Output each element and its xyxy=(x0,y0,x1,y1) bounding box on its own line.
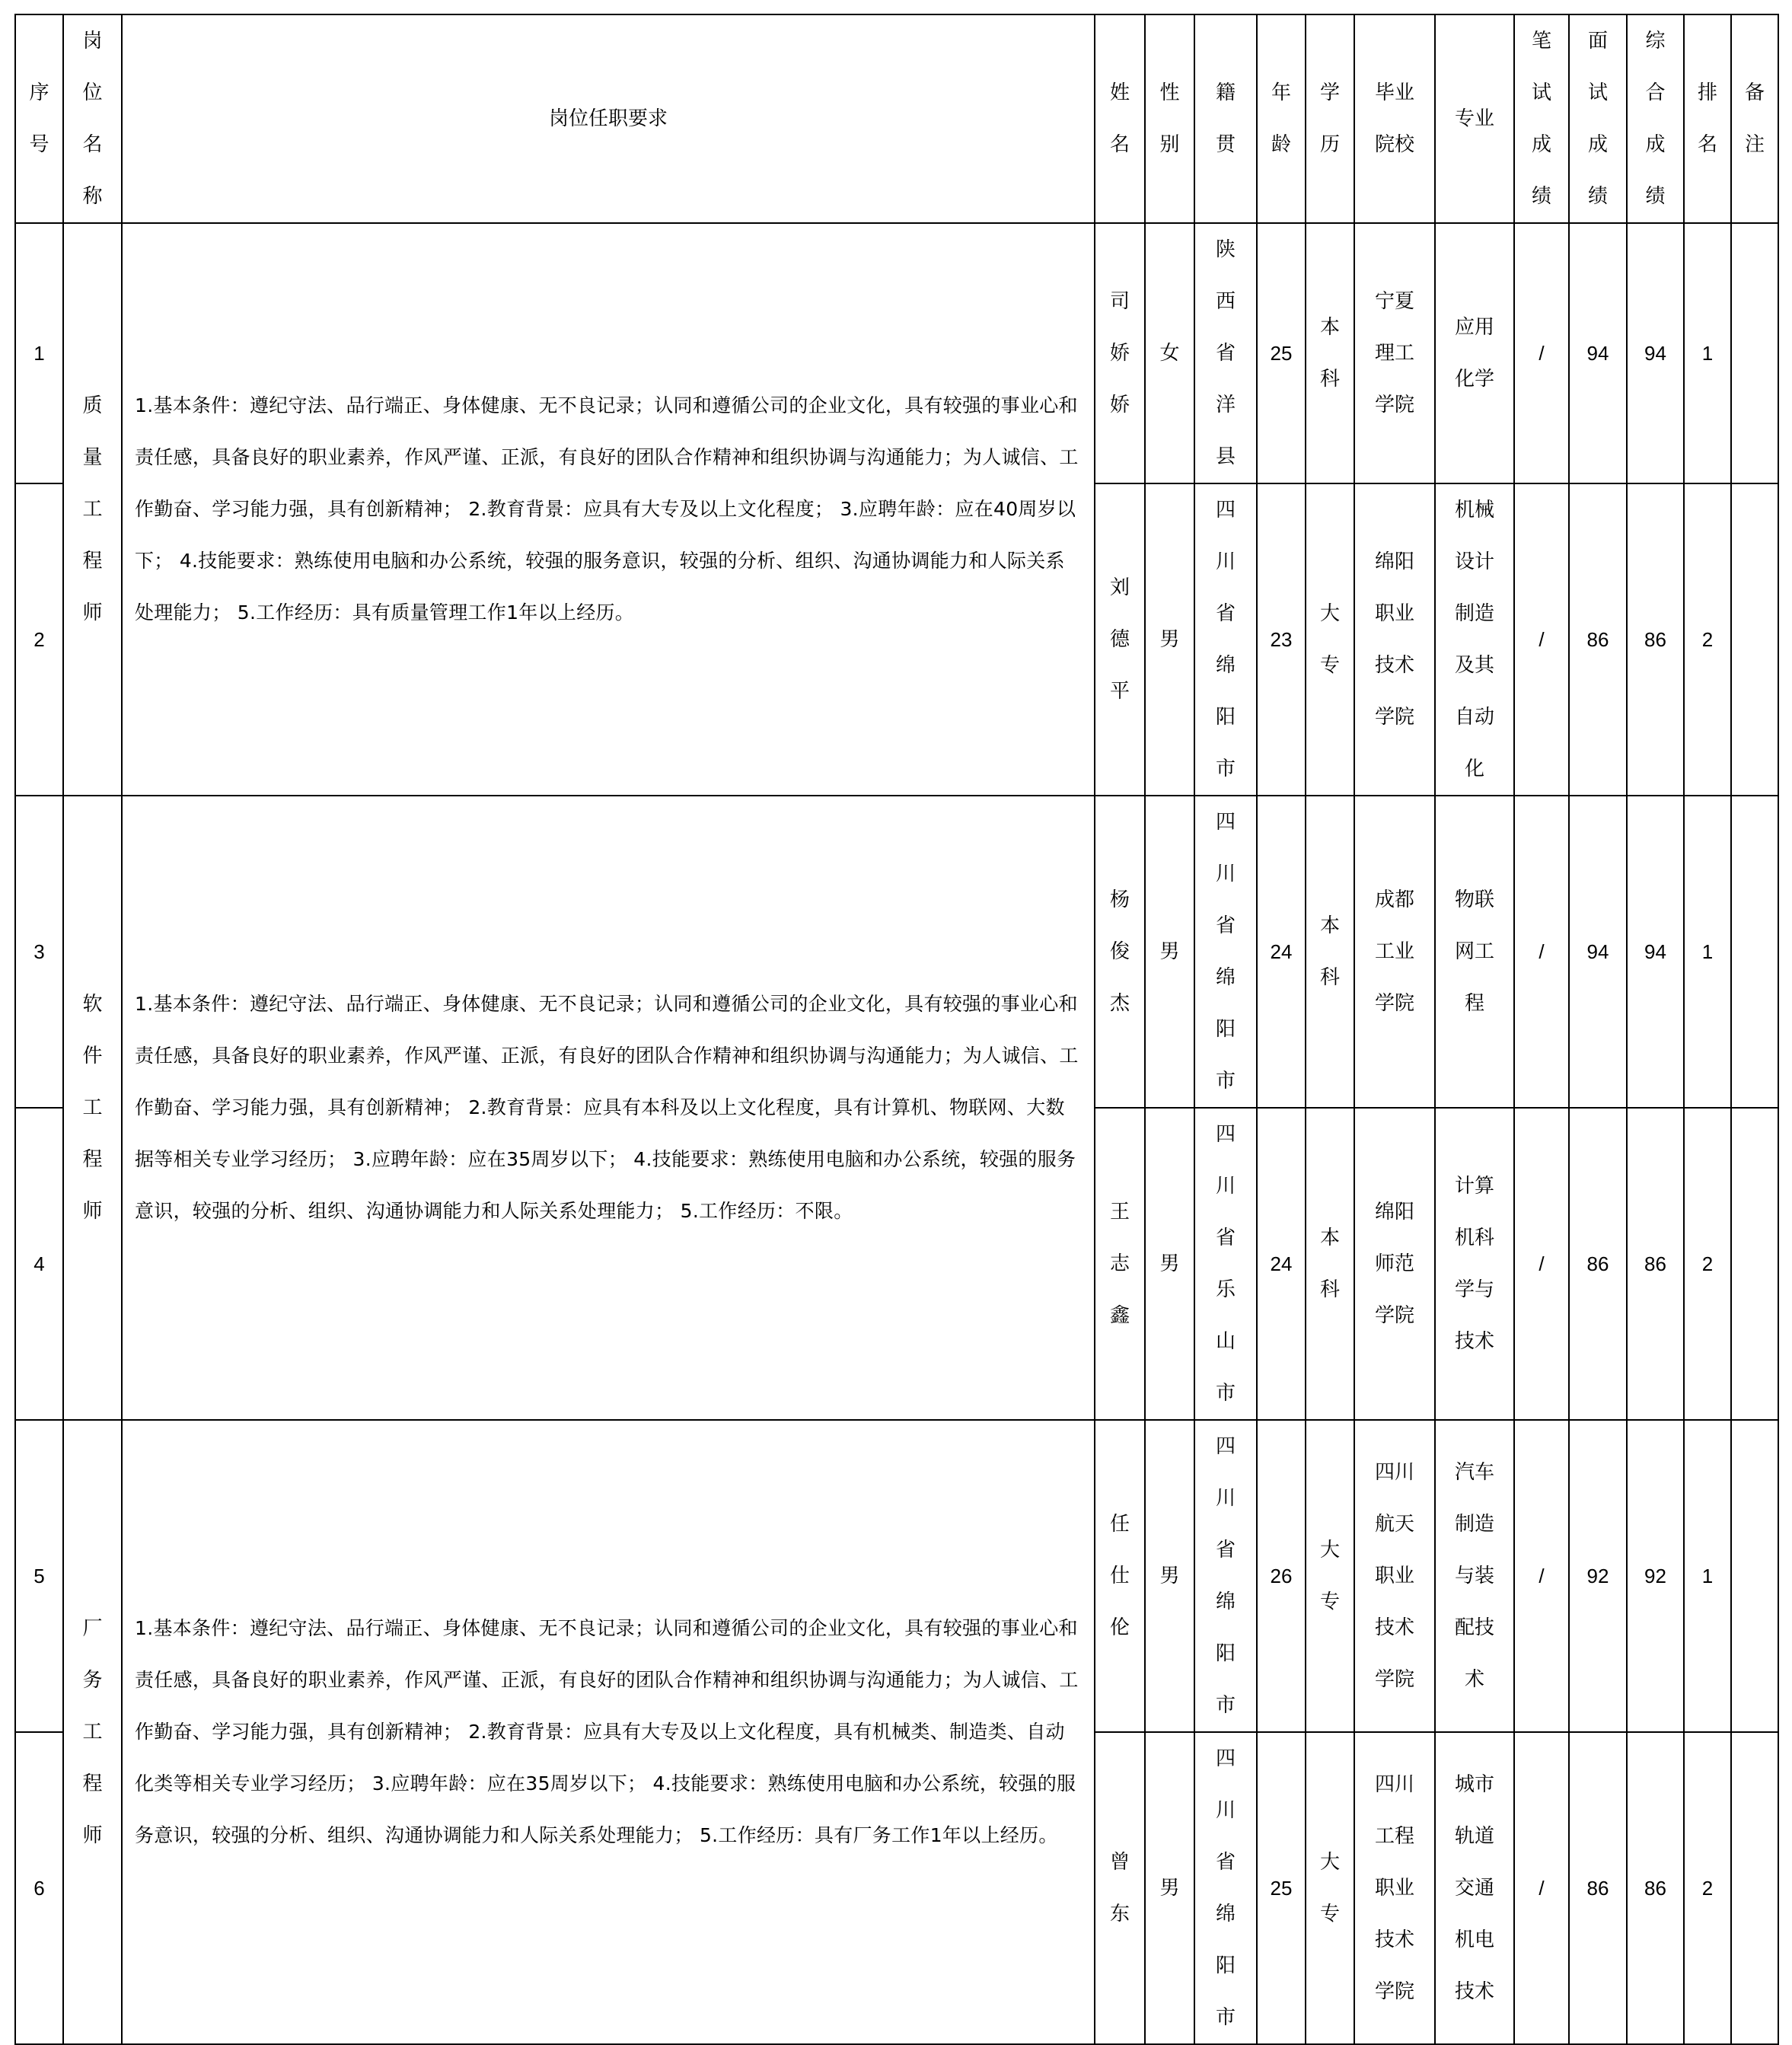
origin-cell: 陕 西 省 洋 县 xyxy=(1194,223,1257,483)
education-cell: 本 科 xyxy=(1306,223,1354,483)
header-requirements: 岗位任职要求 xyxy=(122,14,1095,223)
seq-cell: 1 xyxy=(15,223,63,483)
table-row xyxy=(15,796,1778,1108)
written-score-cell: / xyxy=(1514,1420,1569,1732)
name-cell: 刘 德 平 xyxy=(1095,483,1145,796)
gender-cell: 女 xyxy=(1145,223,1194,483)
name-cell: 任 仕 伦 xyxy=(1095,1420,1145,1732)
rank-cell: 2 xyxy=(1684,1108,1731,1420)
interview-score-cell: 86 xyxy=(1569,1108,1627,1420)
table-row xyxy=(15,1420,1778,1732)
header-rank: 排 名 xyxy=(1684,14,1731,223)
school-cell: 宁夏 理工 学院 xyxy=(1354,223,1435,483)
age-cell: 24 xyxy=(1257,1108,1306,1420)
header-post: 岗 位 名 称 xyxy=(63,14,122,223)
seq-cell: 6 xyxy=(15,1732,63,2044)
remark-cell xyxy=(1731,1732,1778,2044)
origin-cell: 四 川 省 绵 阳 市 xyxy=(1194,796,1257,1108)
name-cell: 杨 俊 杰 xyxy=(1095,796,1145,1108)
major-cell: 汽车 制造 与装 配技 术 xyxy=(1435,1420,1514,1732)
post-title-cell: 软 件 工 程 师 xyxy=(63,796,122,1420)
total-score-cell: 92 xyxy=(1627,1420,1684,1732)
header-interview: 面 试 成 绩 xyxy=(1569,14,1627,223)
school-cell: 四川 航天 职业 技术 学院 xyxy=(1354,1420,1435,1732)
gender-cell: 男 xyxy=(1145,483,1194,796)
remark-cell xyxy=(1731,223,1778,483)
requirements-cell: 1.基本条件：遵纪守法、品行端正、身体健康、无不良记录；认同和遵循公司的企业文化，具有较强的事业心和责任感，具备良好的职业素养，作风严谨、正派，有良好的团队合作精神和组织协调与沟通能力；为人诚信、工作勤奋、学习能力强，具有创新精神； 2.教育背景：应具有大专及以上文化程度； 3.应聘年龄：应在40周岁以下； 4.技能要求：熟练使用电脑和办公系统，较强的服务意识，较强的分析、组织、沟通协调能力和人际关系处理能力； 5.工作经历：具有质量管理工作1年以上经历。 xyxy=(122,223,1095,796)
remark-cell xyxy=(1731,1420,1778,1732)
interview-score-cell: 94 xyxy=(1569,796,1627,1108)
origin-cell: 四 川 省 绵 阳 市 xyxy=(1194,1732,1257,2044)
total-score-cell: 94 xyxy=(1627,796,1684,1108)
table-row xyxy=(15,223,1778,483)
header-major: 专业 xyxy=(1435,14,1514,223)
origin-cell: 四 川 省 绵 阳 市 xyxy=(1194,483,1257,796)
interview-score-cell: 86 xyxy=(1569,483,1627,796)
requirements-cell: 1.基本条件：遵纪守法、品行端正、身体健康、无不良记录；认同和遵循公司的企业文化，具有较强的事业心和责任感，具备良好的职业素养，作风严谨、正派，有良好的团队合作精神和组织协调与沟通能力；为人诚信、工作勤奋、学习能力强，具有创新精神； 2.教育背景：应具有本科及以上文化程度，具有计算机、物联网、大数据等相关专业学习经历； 3.应聘年龄：应在35周岁以下； 4.技能要求：熟练使用电脑和办公系统，较强的服务意识，较强的分析、组织、沟通协调能力和人际关系处理能力； 5.工作经历：不限。 xyxy=(122,796,1095,1420)
header-total: 综 合 成 绩 xyxy=(1627,14,1684,223)
written-score-cell: / xyxy=(1514,1108,1569,1420)
school-cell: 成都 工业 学院 xyxy=(1354,796,1435,1108)
written-score-cell: / xyxy=(1514,223,1569,483)
total-score-cell: 94 xyxy=(1627,223,1684,483)
rank-cell: 2 xyxy=(1684,483,1731,796)
education-cell: 大 专 xyxy=(1306,1732,1354,2044)
written-score-cell: / xyxy=(1514,1732,1569,2044)
origin-cell: 四 川 省 绵 阳 市 xyxy=(1194,1420,1257,1732)
header-education: 学 历 xyxy=(1306,14,1354,223)
header-seq: 序 号 xyxy=(15,14,63,223)
remark-cell xyxy=(1731,1108,1778,1420)
age-cell: 25 xyxy=(1257,1732,1306,2044)
seq-cell: 2 xyxy=(15,483,63,796)
education-cell: 大 专 xyxy=(1306,1420,1354,1732)
rank-cell: 2 xyxy=(1684,1732,1731,2044)
education-cell: 本 科 xyxy=(1306,1108,1354,1420)
education-cell: 大 专 xyxy=(1306,483,1354,796)
gender-cell: 男 xyxy=(1145,1732,1194,2044)
total-score-cell: 86 xyxy=(1627,1732,1684,2044)
major-cell: 计算 机科 学与 技术 xyxy=(1435,1108,1514,1420)
seq-cell: 3 xyxy=(15,796,63,1108)
age-cell: 25 xyxy=(1257,223,1306,483)
school-cell: 绵阳 师范 学院 xyxy=(1354,1108,1435,1420)
total-score-cell: 86 xyxy=(1627,1108,1684,1420)
header-remark: 备 注 xyxy=(1731,14,1778,223)
interview-score-cell: 92 xyxy=(1569,1420,1627,1732)
age-cell: 23 xyxy=(1257,483,1306,796)
education-cell: 本 科 xyxy=(1306,796,1354,1108)
header-name: 姓 名 xyxy=(1095,14,1145,223)
header-school: 毕业 院校 xyxy=(1354,14,1435,223)
rank-cell: 1 xyxy=(1684,223,1731,483)
gender-cell: 男 xyxy=(1145,1108,1194,1420)
remark-cell xyxy=(1731,796,1778,1108)
results-table xyxy=(14,14,1779,2045)
post-title-cell: 质 量 工 程 师 xyxy=(63,223,122,796)
requirements-cell: 1.基本条件：遵纪守法、品行端正、身体健康、无不良记录；认同和遵循公司的企业文化，具有较强的事业心和责任感，具备良好的职业素养，作风严谨、正派，有良好的团队合作精神和组织协调与沟通能力；为人诚信、工作勤奋、学习能力强，具有创新精神； 2.教育背景：应具有大专及以上文化程度，具有机械类、制造类、自动化类等相关专业学习经历； 3.应聘年龄：应在35周岁以下； 4.技能要求：熟练使用电脑和办公系统，较强的服务意识，较强的分析、组织、沟通协调能力和人际关系处理能力； 5.工作经历：具有厂务工作1年以上经历。 xyxy=(122,1420,1095,2044)
interview-score-cell: 94 xyxy=(1569,223,1627,483)
interview-score-cell: 86 xyxy=(1569,1732,1627,2044)
age-cell: 26 xyxy=(1257,1420,1306,1732)
school-cell: 绵阳 职业 技术 学院 xyxy=(1354,483,1435,796)
name-cell: 王 志 鑫 xyxy=(1095,1108,1145,1420)
gender-cell: 男 xyxy=(1145,1420,1194,1732)
total-score-cell: 86 xyxy=(1627,483,1684,796)
header-age: 年 龄 xyxy=(1257,14,1306,223)
age-cell: 24 xyxy=(1257,796,1306,1108)
header-origin: 籍 贯 xyxy=(1194,14,1257,223)
name-cell: 司 娇 娇 xyxy=(1095,223,1145,483)
written-score-cell: / xyxy=(1514,483,1569,796)
header-gender: 性 别 xyxy=(1145,14,1194,223)
post-title-cell: 厂 务 工 程 师 xyxy=(63,1420,122,2044)
header-row xyxy=(15,14,1778,223)
school-cell: 四川 工程 职业 技术 学院 xyxy=(1354,1732,1435,2044)
remark-cell xyxy=(1731,483,1778,796)
major-cell: 机械 设计 制造 及其 自动 化 xyxy=(1435,483,1514,796)
gender-cell: 男 xyxy=(1145,796,1194,1108)
major-cell: 物联 网工 程 xyxy=(1435,796,1514,1108)
major-cell: 应用 化学 xyxy=(1435,223,1514,483)
header-written: 笔 试 成 绩 xyxy=(1514,14,1569,223)
written-score-cell: / xyxy=(1514,796,1569,1108)
rank-cell: 1 xyxy=(1684,1420,1731,1732)
seq-cell: 5 xyxy=(15,1420,63,1732)
name-cell: 曾 东 xyxy=(1095,1732,1145,2044)
origin-cell: 四 川 省 乐 山 市 xyxy=(1194,1108,1257,1420)
seq-cell: 4 xyxy=(15,1108,63,1420)
major-cell: 城市 轨道 交通 机电 技术 xyxy=(1435,1732,1514,2044)
rank-cell: 1 xyxy=(1684,796,1731,1108)
